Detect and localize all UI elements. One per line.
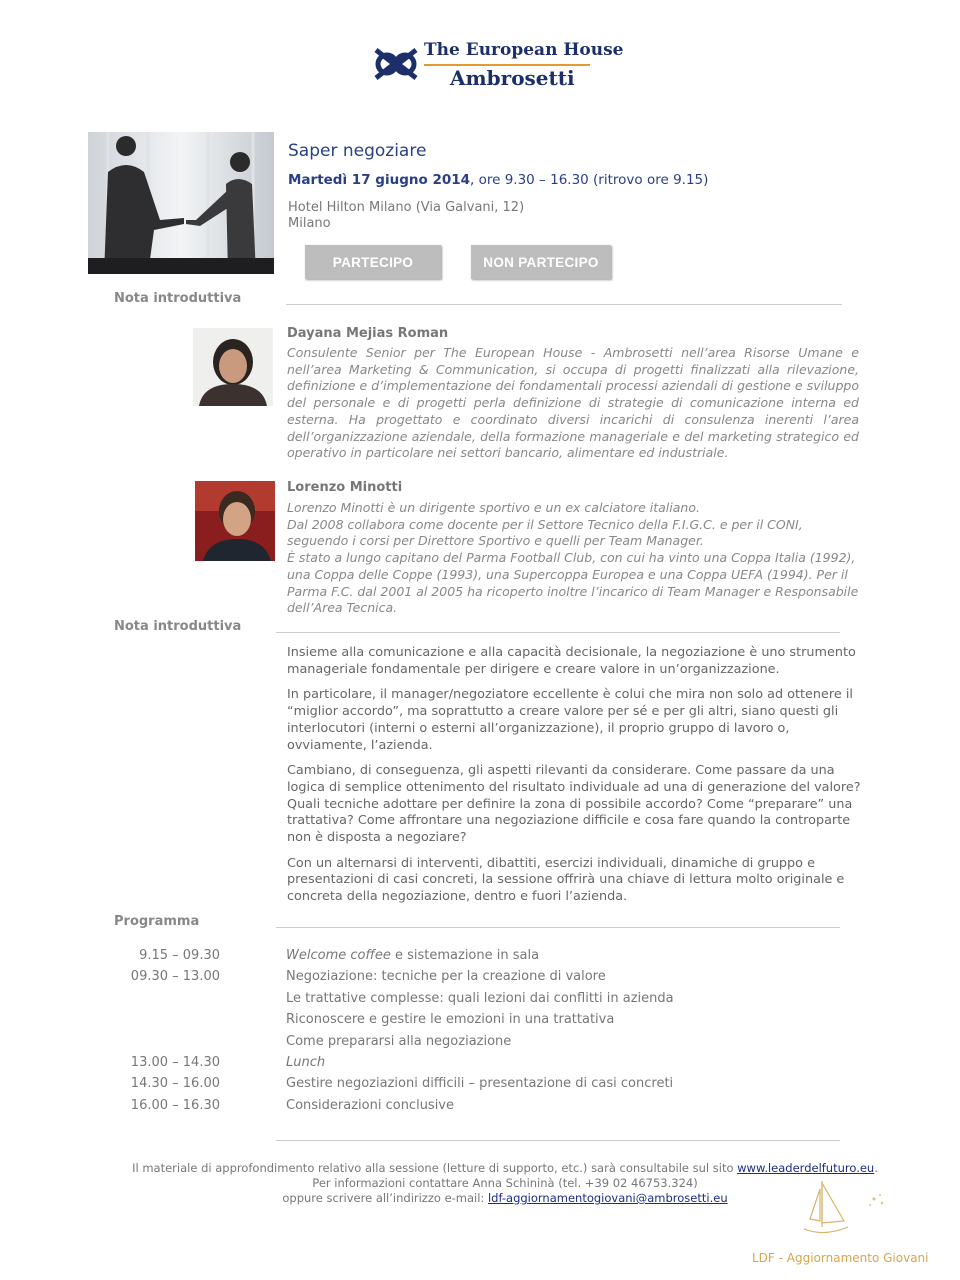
program-activity: Riconoscere e gestire le emozioni in una trattativa: [286, 1012, 615, 1028]
bio-line: Lorenzo Minotti è un dirigente sportivo e un ex calciatore italiano.: [287, 500, 700, 515]
bio-line: Dal 2008 collabora come docente per il Settore Tecnico della F.I.G.C. e per il CONI, seguendo i corsi per Direttore Sportivo e quelli per Team Manager.: [287, 516, 803, 549]
speaker-photo-lorenzo: [195, 481, 275, 561]
program-row: [110, 948, 870, 969]
ambrosetti-logo-icon: [372, 44, 420, 84]
event-time: , ore 9.30 – 16.30 (ritrovo ore 9.15): [470, 172, 709, 188]
program-time: 14.30 – 16.00: [130, 1076, 220, 1092]
program-row: [110, 1034, 870, 1055]
bio-line: È stato a lungo capitano del Parma Football Club, con cui ha vinto una Coppa Italia (1992), una Coppa delle Coppe (1993), una Supercoppa Europea e una Coppa UEFA (1994). Per il Parma F.C. dal 2001 al 2005 ha ricoperto inoltre l’incarico di Team Manager e Responsabile dell’Area Tecnica.: [287, 550, 859, 616]
footer-line: oppure scrivere all’indirizzo e-mail: ldf-aggiornamentogiovani@ambrosetti.eu: [282, 1191, 728, 1205]
intro-paragraph: Insieme alla comunicazione e alla capacità decisionale, la negoziazione è uno strumento manageriale fondamentale per dirigere e creare valore in un’organizzazione.: [287, 645, 856, 677]
footer-info: [120, 1161, 890, 1206]
program-activity: Considerazioni conclusive: [286, 1097, 455, 1113]
program-row: [110, 1055, 870, 1076]
speaker-bio-lorenzo: [287, 500, 859, 617]
program-activity: Gestire negoziazioni difficili – presentazione di casi concreti: [286, 1076, 674, 1092]
program-activity: Come prepararsi alla negoziazione: [286, 1033, 512, 1049]
handshake-image: [88, 132, 274, 274]
speaker-portrait-image: [193, 328, 273, 406]
divider: [276, 1140, 840, 1141]
intro-paragraph: Cambiano, di conseguenza, gli aspetti rilevanti da considerare. Come passare da una logica di semplice ottenimento del risultato individuale ad una di generazione del valore? Quali tecniche adottare per definire la zona di possibile accordo? Come “preparare” una trattativa? Come affrontare una negoziazione difficile e cosa fare quando la controparte non è disposta a negoziare?: [287, 763, 861, 846]
logo-line-1: The European House: [424, 40, 624, 60]
program-time: 13.00 – 14.30: [130, 1054, 220, 1070]
program-row: [110, 1098, 870, 1119]
intro-paragraph: In particolare, il manager/negoziatore eccellente è colui che mira non solo ad ottenere il “miglior accordo”, ma soprattutto a creare valore per sé e per gli altri, siano questi gli interlocutori (interni o esterni all’organizzazione), il proprio gruppo di lavoro o, ovviamente, l’azienda.: [287, 687, 853, 753]
speaker-bio-dayana: Consulente Senior per The European House - Ambrosetti nell’area Risorse Umane e nell’area Marketing & Communication, si occupa di progetti finalizzati alla rilevazione, definizione e d’implementazione dei fondamentali processi aziendali di gestione e sviluppo del personale e di progetti perla definizione di strategie di comunicazione interna ed esterna. Ha progettato e coordinato diversi incarichi di consulenza inerenti l’area dell’organizzazione aziendale, della formazione manageriale e del marketing strategico ed operativo in particolare nei settori bancario, alimentare ed industriale.: [287, 345, 859, 461]
program-activity: Lunch: [286, 1054, 326, 1070]
footer-line: Il materiale di approfondimento relativo alla sessione (letture di supporto, etc.) sarà consultabile sul sito www.leaderdelfuturo.eu.: [132, 1161, 878, 1175]
program-row: [110, 1012, 870, 1033]
program-activity: Welcome coffee e sistemazione in sala: [286, 948, 540, 963]
program-row: [110, 1076, 870, 1097]
speaker-portrait-image: [195, 481, 275, 561]
sailboat-icon: [800, 1175, 890, 1245]
intro-text: [287, 645, 862, 915]
section-label-intro-2: Nota introduttiva: [114, 619, 242, 634]
section-label-program: Programma: [114, 914, 200, 929]
program-time: 09.30 – 13.00: [130, 969, 220, 985]
website-link[interactable]: www.leaderdelfuturo.eu: [737, 1161, 875, 1175]
section-label-intro-1: Nota introduttiva: [114, 291, 242, 306]
ldf-logo: [800, 1175, 890, 1245]
divider: [286, 304, 842, 305]
speaker-photo-dayana: [193, 328, 273, 406]
program-activity: Le trattative complesse: quali lezioni dai conflitti in azienda: [286, 990, 674, 1006]
event-title: Saper negoziare: [288, 141, 427, 161]
ldf-label: LDF - Aggiornamento Giovani: [752, 1251, 929, 1265]
email-link[interactable]: ldf-aggiornamentogiovani@ambrosetti.eu: [487, 1191, 728, 1205]
divider: [276, 927, 840, 928]
partecipo-button[interactable]: PARTECIPO: [305, 245, 441, 279]
venue-city: Milano: [288, 216, 331, 231]
program-activity: Negoziazione: tecniche per la creazione di valore: [286, 969, 606, 985]
handshake-photo: [88, 132, 274, 274]
logo-line-2: Ambrosetti: [450, 66, 575, 90]
program-row: [110, 969, 870, 990]
divider: [276, 632, 840, 633]
program-schedule: [110, 948, 870, 1119]
program-time: 9.15 – 09.30: [139, 948, 220, 963]
event-date-bold: Martedì 17 giugno 2014: [288, 172, 471, 188]
non-partecipo-button[interactable]: NON PARTECIPO: [471, 245, 611, 279]
footer-line: Per informazioni contattare Anna Schininà (tel. +39 02 46753.324): [312, 1176, 698, 1190]
program-time: 16.00 – 16.30: [130, 1097, 220, 1113]
intro-paragraph: Con un alternarsi di interventi, dibattiti, esercizi individuali, dinamiche di gruppo e presentazioni di casi concreti, la sessione offrirà una chiave di lettura molto originale e concreta della negoziazione, dentro e fuori l’azienda.: [287, 855, 845, 905]
program-row: [110, 991, 870, 1012]
event-date: [288, 172, 708, 188]
venue-address: Hotel Hilton Milano (Via Galvani, 12): [288, 200, 525, 215]
company-logo: [372, 40, 624, 96]
speaker-name-dayana: Dayana Mejias Roman: [287, 326, 449, 341]
speaker-name-lorenzo: Lorenzo Minotti: [287, 480, 403, 495]
event-venue: [288, 200, 524, 232]
